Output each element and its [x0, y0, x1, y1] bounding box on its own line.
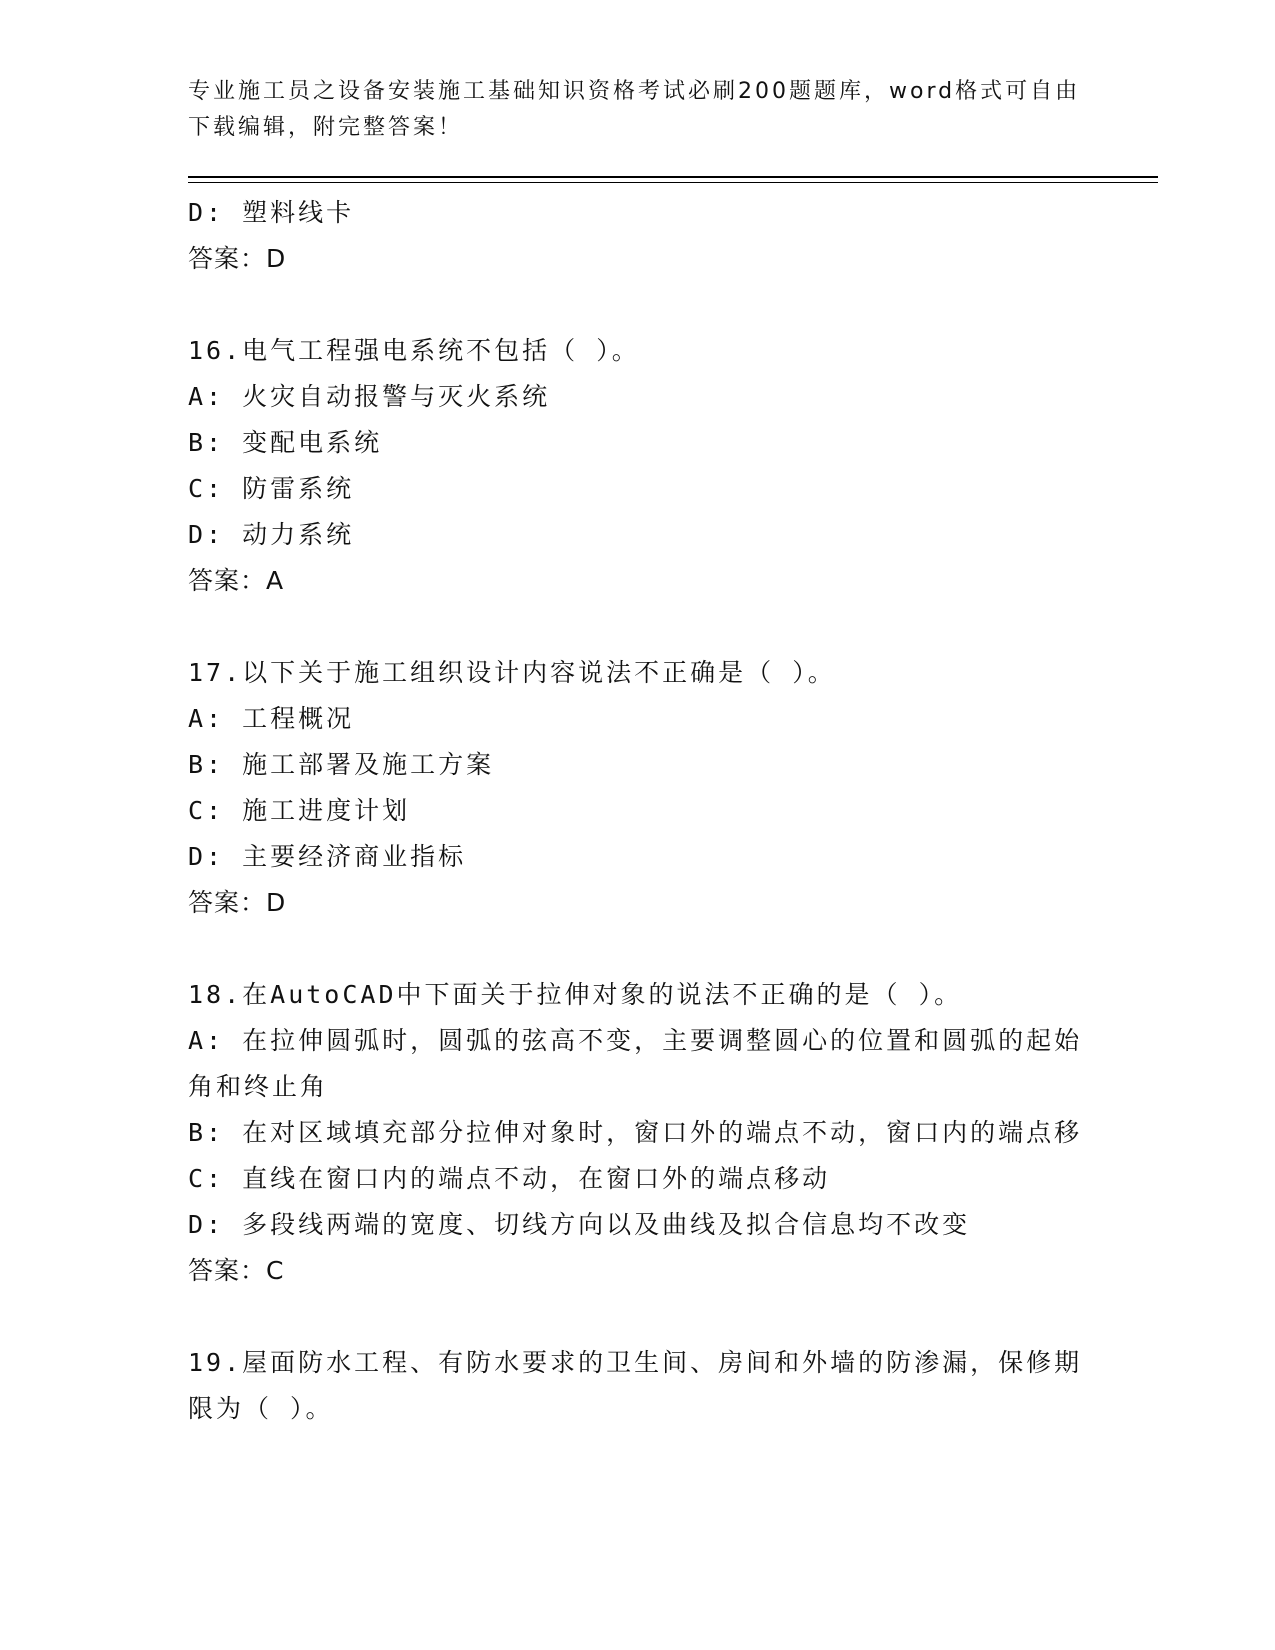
option-c: C: 直线在窗口内的端点不动，在窗口外的端点移动	[188, 1164, 831, 1193]
option-d: D: 多段线两端的宽度、切线方向以及曲线及拟合信息均不改变	[188, 1210, 971, 1239]
option-b: B: 在对区域填充部分拉伸对象时，窗口外的端点不动，窗口内的端点移	[188, 1118, 1083, 1147]
spacer	[188, 604, 1088, 650]
spacer	[188, 1294, 1088, 1340]
option-c: C: 施工进度计划	[188, 796, 411, 825]
question-list	[188, 190, 1088, 1432]
header-divider-thin	[188, 182, 1158, 183]
option-b: B: 施工部署及施工方案	[188, 750, 495, 779]
option-a: A: 工程概况	[188, 704, 355, 733]
question-stem: 18.在AutoCAD中下面关于拉伸对象的说法不正确的是（ ）。	[188, 980, 963, 1009]
option-d: D: 动力系统	[188, 520, 355, 549]
spacer	[188, 926, 1088, 972]
answer-line: 答案：D	[188, 244, 287, 273]
answer-line: 答案：A	[188, 566, 285, 595]
option-d: D: 主要经济商业指标	[188, 842, 467, 871]
header-divider-thick	[188, 176, 1158, 178]
question-stem: 19.屋面防水工程、有防水要求的卫生间、房间和外墙的防渗漏，保修期限为（ ）。	[188, 1348, 1083, 1423]
answer-line: 答案：C	[188, 1256, 285, 1285]
spacer	[188, 282, 1088, 328]
option-b: B: 变配电系统	[188, 428, 383, 457]
answer-line: 答案：D	[188, 888, 287, 917]
page-header-title: 专业施工员之设备安装施工基础知识资格考试必刷200题题库，word格式可自由下载编辑，附完整答案！	[188, 79, 1081, 140]
question-stem: 16.电气工程强电系统不包括（ ）。	[188, 336, 640, 365]
option-d: D: 塑料线卡	[188, 198, 355, 227]
option-a: A: 火灾自动报警与灭火系统	[188, 382, 551, 411]
option-a: A: 在拉伸圆弧时，圆弧的弦高不变，主要调整圆心的位置和圆弧的起始角和终止角	[188, 1026, 1083, 1101]
option-c: C: 防雷系统	[188, 474, 355, 503]
question-stem: 17.以下关于施工组织设计内容说法不正确是（ ）。	[188, 658, 836, 687]
